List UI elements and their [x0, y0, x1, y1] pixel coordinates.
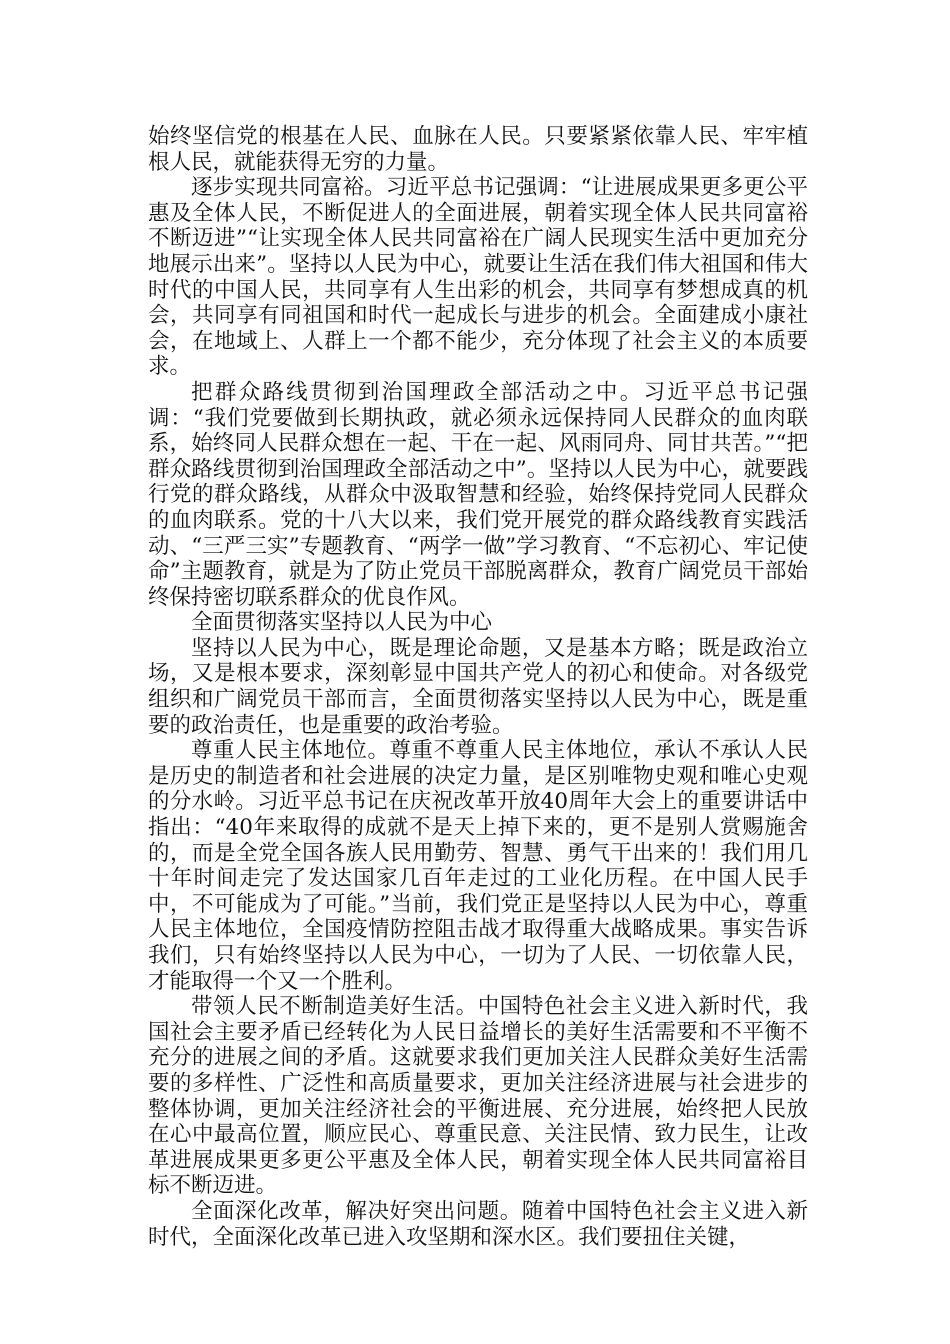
paragraph-common-prosperity: 逐步实现共同富裕。习近平总书记强调：“让进展成果更多更公平惠及全体人民，不断促进人的全面进展，朝着实现全体人民共同富裕不断迈进”“让实现全体人民共同富裕在广阔人民现实生活中更加充分地展示出来”。坚持以人民为中心，就要让生活在我们伟大祖国和伟大时代的中国人民，共同享有人生出彩的机会，共同享有梦想成真的机会，共同享有同祖国和时代一起成长与进步的机会。全面建成小康社会，在地域上、人群上一个都不能少，充分体现了社会主义的本质要求。: [148, 175, 808, 380]
paragraph-continuation: 始终坚信党的根基在人民、血脉在人民。只要紧紧依靠人民、牢牢植根人民，就能获得无穷的力量。: [148, 124, 808, 175]
paragraph-better-life: 带领人民不断制造美好生活。中国特色社会主义进入新时代，我国社会主要矛盾已经转化为人民日益增长的美好生活需要和不平衡不充分的进展之间的矛盾。这就要求我们更加关注人民群众美好生活需要的多样性、广泛性和高质量要求，更加关注经济进展与社会进步的整体协调，更加关注经济社会的平衡进展、充分进展，始终把人民放在心中最高位置，顺应民心、尊重民意、关注民情、致力民生，让改革进展成果更多更公平惠及全体人民，朝着实现全体人民共同富裕目标不断迈进。: [148, 994, 808, 1199]
paragraph-deepen-reform: 全面深化改革，解决好突出问题。随着中国特色社会主义进入新时代，全面深化改革已进入攻坚期和深水区。我们要扭住关键，: [148, 1198, 808, 1250]
section-heading: 全面贯彻落实坚持以人民为中心: [191, 610, 493, 636]
paragraph-people-subject: 尊重人民主体地位。尊重不尊重人民主体地位，承认不承认人民是历史的制造者和社会进展的决定力量，是区别唯物史观和唯心史观的分水岭。习近平总书记在庆祝改革开放40周年大会上的重要讲话中指出：“40年来取得的成就不是天上掉下来的，更不是别人赏赐施舍的，而是全党全国各族人民用勤劳、智慧、勇气干出来的！我们用几十年时间走完了发达国家几百年走过的工业化历程。在中国人民手中，不可能成为了可能。”当前，我们党正是坚持以人民为中心，尊重人民主体地位，全国疫情防控阻击战才取得重大战略成果。事实告诉我们，只有始终坚持以人民为中心，一切为了人民、一切依靠人民，才能取得一个又一个胜利。: [148, 738, 808, 994]
paragraph-people-centered: 坚持以人民为中心，既是理论命题，又是基本方略；既是政治立场，又是根本要求，深刻彰显中国共产党人的初心和使命。对各级党组织和广阔党员干部而言，全面贯彻落实坚持以人民为中心，既是重要的政治责任，也是重要的政治考验。: [148, 635, 808, 738]
document-page: [148, 124, 808, 1250]
paragraph-mass-line: 把群众路线贯彻到治国理政全部活动之中。习近平总书记强调：“我们党要做到长期执政，就必须永远保持同人民群众的血肉联系，始终同人民群众想在一起、干在一起、风雨同舟、同甘共苦。”“把群众路线贯彻到治国理政全部活动之中”。坚持以人民为中心，就要践行党的群众路线，从群众中汲取智慧和经验，始终保持党同人民群众的血肉联系。党的十八大以来，我们党开展党的群众路线教育实践活动、“三严三实”专题教育、“两学一做”学习教育、“不忘初心、牢记使命”主题教育，就是为了防止党员干部脱离群众，教育广阔党员干部始终保持密切联系群众的优良作风。: [148, 379, 808, 610]
